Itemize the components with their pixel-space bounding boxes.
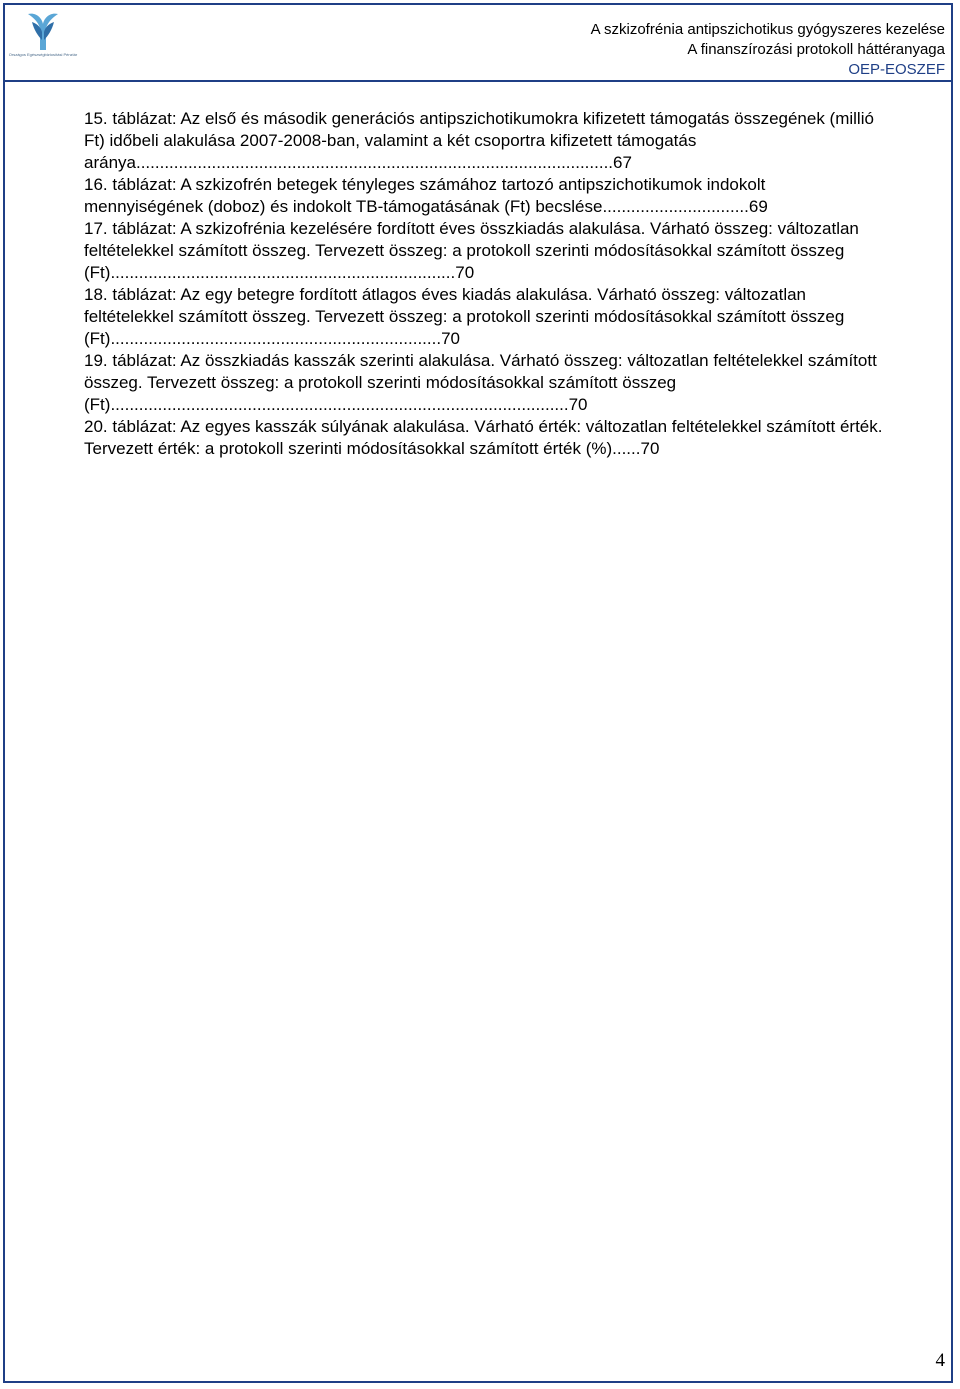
toc-leader-dots: ...... bbox=[612, 439, 641, 458]
toc-entry-16[interactable] bbox=[84, 174, 884, 218]
toc-leader-dots: ............................... bbox=[602, 197, 749, 216]
toc-page-number: 70 bbox=[640, 439, 660, 458]
table-of-tables bbox=[84, 108, 884, 460]
oep-logo-icon bbox=[8, 10, 78, 54]
toc-entry-18[interactable] bbox=[84, 284, 884, 350]
toc-entry-15[interactable] bbox=[84, 108, 884, 174]
page-header bbox=[591, 20, 945, 80]
toc-entry-20[interactable] bbox=[84, 416, 884, 460]
toc-leader-dots: ......................................................................... bbox=[110, 263, 456, 282]
toc-page-number: 67 bbox=[613, 153, 632, 172]
toc-entry-text: 17. táblázat: A szkizofrénia kezelésére fordított éves összkiadás alakulása. Várható összeg: változatlan feltételekkel számított összeg. Tervezett összeg: a protokoll szerinti módosításokkal számított összeg (Ft) bbox=[84, 219, 859, 282]
toc-entry-text: 20. táblázat: Az egyes kasszák súlyának alakulása. Várható érték: változatlan feltételekkel számított érték. Tervezett érték: a protokoll szerinti módosításokkal számított érték (%) bbox=[84, 417, 883, 458]
toc-entry-text: 19. táblázat: Az összkiadás kasszák szerinti alakulása. Várható összeg: változatlan feltételekkel számított összeg. Tervezett összeg: a protokoll szerinti módosításokkal számított összeg (Ft) bbox=[84, 351, 877, 414]
header-title: A szkizofrénia antipszichotikus gyógyszeres kezelése bbox=[590, 21, 945, 38]
header-divider bbox=[5, 80, 951, 82]
page-number: 4 bbox=[935, 1350, 945, 1371]
toc-entry-17[interactable] bbox=[84, 218, 884, 284]
toc-entry-19[interactable] bbox=[84, 350, 884, 416]
toc-entry-text: 16. táblázat: A szkizofrén betegek tényleges számához tartozó antipszichotikumok indokolt mennyiségének (doboz) és indokolt TB-támogatásának (Ft) becslése bbox=[84, 175, 766, 216]
header-organization: OEP-EOSZEF bbox=[848, 61, 945, 78]
toc-entry-text: 18. táblázat: Az egy betegre fordított átlagos éves kiadás alakulása. Várható összeg: változatlan feltételekkel számított összeg. Tervezett összeg: a protokoll szerinti módosításokkal számított összeg (Ft) bbox=[84, 285, 845, 348]
toc-page-number: 69 bbox=[748, 197, 768, 216]
toc-leader-dots: ..................................................................................................... bbox=[135, 153, 614, 172]
toc-page-number: 70 bbox=[441, 329, 460, 348]
toc-page-number: 70 bbox=[568, 395, 588, 414]
toc-leader-dots: ...................................................................... bbox=[110, 329, 442, 348]
toc-page-number: 70 bbox=[455, 263, 475, 282]
oep-logo bbox=[8, 10, 78, 72]
header-subtitle: A finanszírozási protokoll háttéranyaga bbox=[687, 41, 945, 58]
logo-caption: Országos Egészségbiztosítási Pénztár bbox=[8, 52, 78, 57]
toc-entry-text: 15. táblázat: Az első és második generációs antipszichotikumokra kifizetett támogatás összegének (millió Ft) időbeli alakulása 2007-2008-ban, valamint a két csoportra kifizetett támogatás aránya bbox=[84, 109, 874, 172]
toc-leader-dots: ................................................................................................. bbox=[110, 395, 569, 414]
